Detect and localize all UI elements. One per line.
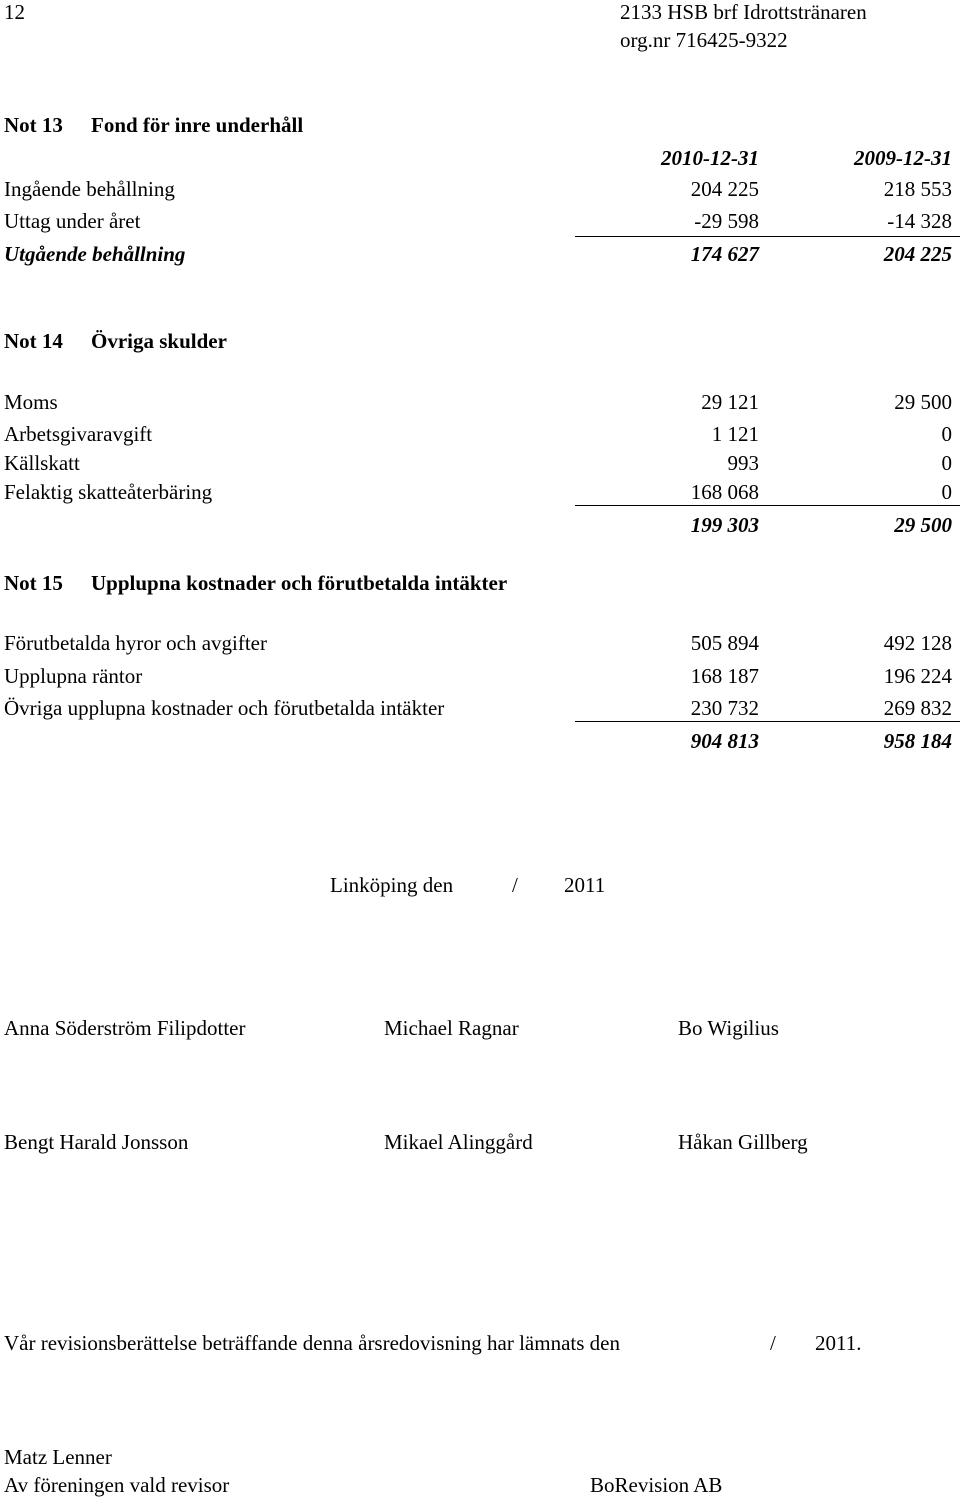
- organization-name: 2133 HSB brf Idrottstränaren: [620, 0, 867, 24]
- row-label: Övriga upplupna kostnader och förutbetalda intäkter: [4, 696, 445, 720]
- row-label: Utgående behållning: [4, 242, 186, 266]
- row-label: Arbetsgivaravgift: [4, 422, 153, 446]
- signing-place: Linköping den: [330, 873, 454, 897]
- not14-number: Not 14: [4, 329, 63, 353]
- row-value-2009: -14 328: [887, 209, 952, 233]
- column-header-2009: 2009-12-31: [854, 146, 952, 170]
- row-label: Uttag under året: [4, 209, 141, 233]
- signatory-name: Michael Ragnar: [384, 1016, 519, 1040]
- row-value-2009: 204 225: [883, 242, 952, 266]
- row-label: Moms: [4, 390, 58, 414]
- not14-title: Övriga skulder: [91, 329, 227, 353]
- row-value-2010: 505 894: [690, 631, 759, 655]
- signing-year: 2011: [564, 873, 606, 897]
- row-value-2009: 196 224: [883, 664, 952, 688]
- not13-number: Not 13: [4, 113, 63, 137]
- row-value-2010: 1 121: [711, 422, 759, 446]
- row-label: Ingående behållning: [4, 177, 175, 201]
- signatory-name: Bo Wigilius: [678, 1016, 779, 1040]
- row-value-2009: 218 553: [883, 177, 952, 201]
- row-value-2009: 0: [941, 451, 952, 475]
- signatory-name: Anna Söderström Filipdotter: [4, 1016, 246, 1040]
- row-value-2009: 492 128: [883, 631, 952, 655]
- row-label: Förutbetalda hyror och avgifter: [4, 631, 267, 655]
- sum-rule: [575, 236, 960, 237]
- row-value-2010: 204 225: [690, 177, 759, 201]
- total-value-2010: 199 303: [690, 513, 759, 537]
- auditor-name: Matz Lenner: [4, 1445, 112, 1469]
- row-value-2009: 269 832: [883, 696, 952, 720]
- total-value-2009: 958 184: [883, 729, 952, 753]
- row-value-2010: 993: [727, 451, 759, 475]
- signatory-name: Bengt Harald Jonsson: [4, 1130, 189, 1154]
- row-value-2010: -29 598: [694, 209, 759, 233]
- row-value-2010: 29 121: [701, 390, 759, 414]
- column-header-2010: 2010-12-31: [661, 146, 759, 170]
- sum-rule: [575, 505, 960, 506]
- signatory-name: Håkan Gillberg: [678, 1130, 808, 1154]
- row-label: Upplupna räntor: [4, 664, 143, 688]
- row-label: Källskatt: [4, 451, 80, 475]
- not15-title: Upplupna kostnader och förutbetalda intäkter: [91, 571, 508, 595]
- auditor-firm: BoRevision AB: [590, 1473, 723, 1497]
- not13-title: Fond för inre underhåll: [91, 113, 304, 137]
- not15-number: Not 15: [4, 571, 63, 595]
- audit-slash: /: [770, 1331, 776, 1355]
- row-value-2010: 168 187: [690, 664, 759, 688]
- row-value-2010: 174 627: [690, 242, 759, 266]
- audit-text: Vår revisionsberättelse beträffande denna årsredovisning har lämnats den: [4, 1331, 620, 1355]
- audit-year: 2011.: [815, 1331, 862, 1355]
- sum-rule: [575, 721, 960, 722]
- signatory-name: Mikael Alinggård: [384, 1130, 533, 1154]
- auditor-role: Av föreningen vald revisor: [4, 1473, 230, 1497]
- row-value-2010: 230 732: [690, 696, 759, 720]
- row-value-2009: 29 500: [894, 390, 952, 414]
- organization-number: org.nr 716425-9322: [620, 28, 788, 52]
- row-value-2010: 168 068: [690, 480, 759, 504]
- total-value-2010: 904 813: [690, 729, 759, 753]
- total-value-2009: 29 500: [894, 513, 952, 537]
- signing-slash: /: [512, 873, 518, 897]
- row-value-2009: 0: [941, 480, 952, 504]
- page-number: 12: [4, 0, 25, 24]
- row-label: Felaktig skatteåterbäring: [4, 480, 213, 504]
- row-value-2009: 0: [941, 422, 952, 446]
